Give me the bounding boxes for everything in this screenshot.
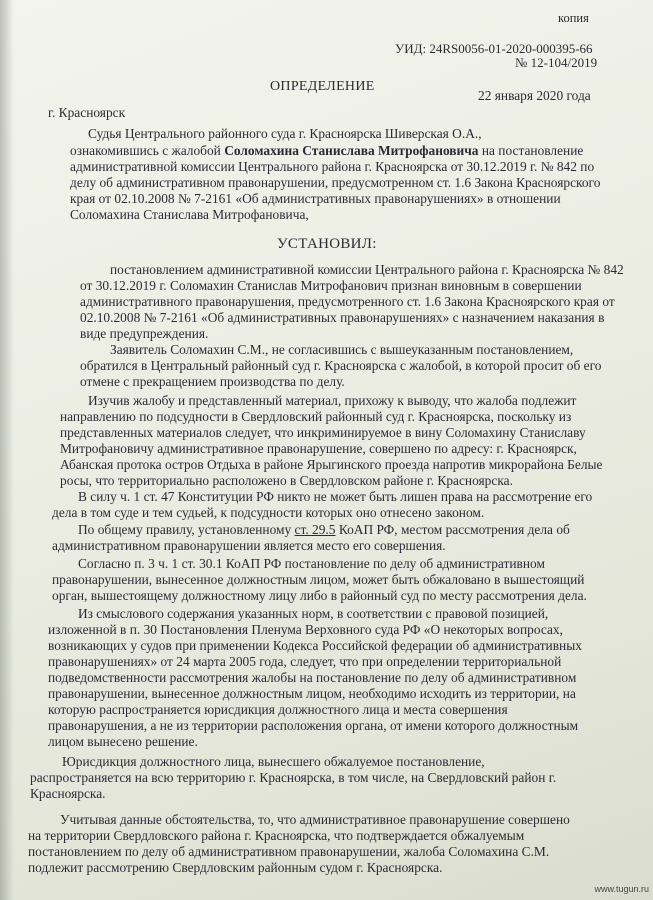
p8-line: распространяется на всю территорию г. Красноярска, в том числе, на Свердловский район г.	[30, 770, 557, 785]
city: г. Красноярск	[48, 105, 126, 120]
p1-line: виде предупреждения.	[80, 326, 209, 341]
p6-line: правонарушении, вынесенное должностным лицом, может быть обжаловано в вышестоящий	[52, 572, 585, 587]
p9-line: на территории Свердловского района г. Красноярска, что подтверждается обжалуемым	[28, 828, 525, 843]
document-title: ОПРЕДЕЛЕНИЕ	[270, 79, 375, 94]
p3-line: Абанская протока остров Отдыха в районе Ярыгинского проезда напротив микрорайона Белые	[60, 457, 603, 472]
p4-line: дела в том суде и тем судьей, к подсудности которых оно отнесено законом.	[52, 505, 485, 520]
intro-line-1: Судья Центрального районного суда г. Красноярска Шиверская О.А.,	[88, 126, 482, 141]
p9-line: постановлением по делу об административном правонарушении, жалоба Соломахина С.М.	[28, 844, 550, 859]
p1-line: административного правонарушения, предусмотренного ст. 1.6 Закона Красноярского края от	[80, 294, 615, 309]
p2-line: обратился в Центральный районный суд г. Красноярска с жалобой, в которой просит об его	[80, 358, 602, 373]
p7-line: которую распространяется юрисдикция должностного лица и места совершения	[48, 702, 508, 717]
p7-line: правонарушении, вынесенное должностным лицом, необходимо исходить из территории, на	[48, 686, 576, 701]
p7-line: лицом вынесено решение.	[48, 734, 198, 749]
p3-line: представленных материалов следует, что инкриминируемое в вину Соломахину Станиславу	[60, 425, 586, 440]
p7-line: Из смыслового содержания указанных норм, в соответствии с правовой позицией,	[78, 606, 549, 621]
p8-line: Красноярска.	[30, 786, 106, 801]
intro-line-6: Соломахина Станислава Митрофановича,	[70, 207, 309, 222]
p1-line: постановлением административной комиссии Центрального района г. Красноярска № 842	[110, 262, 624, 277]
p5-line: По общему правилу, установленному ст. 29.5 КоАП РФ, местом рассмотрения дела об	[78, 522, 570, 537]
case-uid: УИД: 24RS0056-01-2020-000395-66	[395, 41, 593, 56]
p5-line: административном правонарушении является место его совершения.	[52, 538, 446, 553]
p7-line: подведомственности рассмотрения жалобы на постановление по делу об административном	[48, 670, 577, 685]
p2-line: отмене с прекращением производства по делу.	[80, 374, 345, 389]
p7-line: правонарушения, а не из территории расположения органа, от имени которого должностным	[48, 718, 579, 733]
p9-line: Учитывая данные обстоятельства, то, что административное правонарушение совершено	[60, 812, 570, 827]
intro-line-3: административной комиссии Центрального района г. Красноярска от 30.12.2019 г. № 842 по	[70, 159, 595, 174]
p1-line: 02.10.2008 № 7-2161 «Об административных правонарушениях» с назначением наказания в	[80, 310, 605, 325]
p2-line: Заявитель Соломахин С.М., не согласившись с вышеуказанным постановлением,	[110, 342, 574, 357]
p7-line: правонарушениях» от 24 марта 2005 года, следует, что при определении территориальной	[48, 654, 562, 669]
document-date: 22 января 2020 года	[478, 88, 591, 103]
p6-line: Согласно п. 3 ч. 1 ст. 30.1 КоАП РФ постановление по делу об административном	[78, 556, 545, 571]
p1-line: от 30.12.2019 г. Соломахин Станислав Митрофанович признан виновным в совершении	[80, 278, 582, 293]
intro-line-5: края от 02.10.2008 № 7-2161 «Об административных правонарушениях» в отношении	[70, 191, 561, 206]
case-number: № 12-104/2019	[515, 55, 598, 70]
p6-line: орган, вышестоящему должностному лицу либо в районный суд по месту рассмотрения дела.	[52, 588, 587, 603]
page-shadow	[0, 0, 14, 900]
intro-line-2: ознакомившись с жалобой Соломахина Станислава Митрофановича на постановление	[70, 143, 584, 158]
p3-line: Митрофановичу административное правонарушение, совершено по адресу: г. Красноярск,	[60, 441, 577, 456]
p7-line: изложенной в п. 30 Постановления Пленума Верховного суда РФ «О некоторых вопросах,	[48, 622, 563, 637]
p3-line: направлению по подсудности в Свердловский районный суд г. Красноярска, поскольку из	[60, 409, 572, 424]
p7-line: возникающих у судов при применении Кодекса Российской федерации об административных	[48, 638, 582, 653]
p4-line: В силу ч. 1 ст. 47 Конституции РФ никто не может быть лишен права на рассмотрение его	[78, 489, 593, 504]
site-watermark: www.tugun.ru	[594, 884, 649, 894]
p3-line: Изучив жалобу и представленный материал, прихожу к выводу, что жалоба подлежит	[88, 393, 577, 408]
article-link[interactable]: ст. 29.5	[294, 522, 336, 537]
p9-line: подлежит рассмотрению Свердловским районным судом г. Красноярска.	[28, 860, 443, 875]
appellant-name: Соломахина Станислава Митрофановича	[224, 143, 479, 158]
established-heading: УСТАНОВИЛ:	[277, 236, 377, 252]
copy-mark: копия	[558, 11, 589, 25]
p8-line: Юрисдикция должностного лица, вынесшего обжалуемое постановление,	[62, 754, 485, 769]
intro-line-4: делу об административном правонарушении, предусмотренном ст. 1.6 Закона Красноярского	[70, 175, 601, 190]
p3-line: росы, что территориально расположено в Свердловском районе г. Красноярска.	[60, 473, 513, 488]
